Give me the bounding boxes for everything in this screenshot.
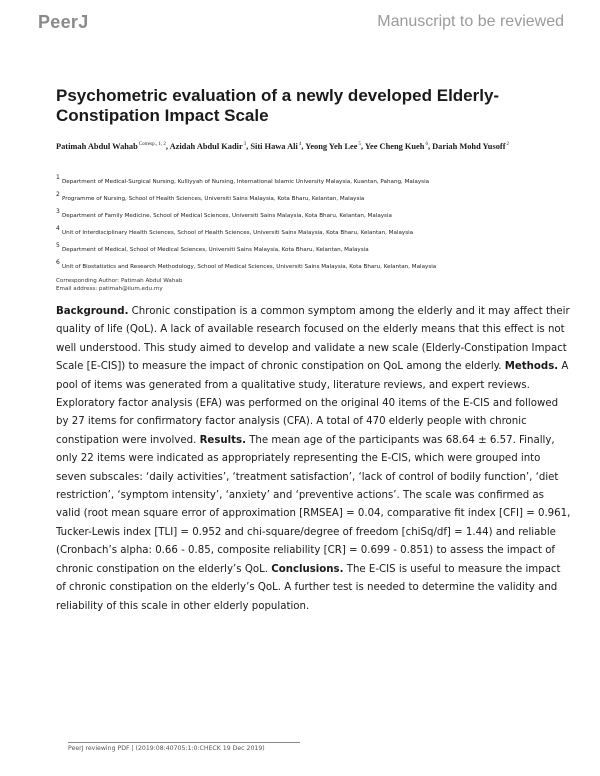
author-name: Dariah Mohd Yusoff	[432, 142, 506, 151]
abstract	[56, 303, 571, 616]
author-name: Siti Hawa Ali	[250, 142, 298, 151]
affiliation-text: Department of Medical, School of Medical Sciences, Universiti Sains Malaysia, Kota Bharu, Kelantan, Malaysia	[62, 247, 369, 253]
peerj-logo: PeerJ	[38, 12, 89, 32]
correspondence	[56, 277, 182, 293]
abstract-methods-label: Methods.	[504, 361, 559, 373]
author-affiliation-ref: 4	[298, 142, 302, 147]
author-affiliation-ref: 2	[506, 142, 509, 147]
paper-title: Psychometric evaluation of a newly developed Elderly-Constipation Impact Scale	[56, 86, 500, 125]
abstract-conclusions-label: Conclusions.	[271, 563, 344, 575]
author-name: Yeong Yeh Lee	[305, 142, 358, 151]
affiliation-number: 5	[56, 242, 60, 249]
affiliation-number: 2	[56, 191, 60, 198]
abstract-results-label: Results.	[199, 434, 246, 446]
affiliation-text: Unit of Biostatistics and Research Methodology, School of Medical Sciences, Universiti Sains Malaysia, Kota Bharu, Kelantan, Malaysia	[62, 264, 437, 270]
abstract-background-label: Background.	[56, 306, 129, 317]
author-affiliation-ref: 3	[243, 142, 247, 147]
affiliation-number: 1	[56, 174, 60, 181]
abstract-conclusions-text: The E-CIS is useful to measure the impact of chronic constipation on the elderly’s QoL. A further test is needed to determine the validity and reliability of this scale in other elderly population.	[56, 563, 561, 612]
author-list: Patimah Abdul Wahab$^{Corresp., 1, 2}$, Azidah Abdul Kadir$^3$, Siti Hawa Ali$^4$, Yeong Yeh Lee$^5$, Yee Cheng Kueh$^6$, Dariah Mohd Yusoff$^2$	[56, 142, 509, 151]
affiliation-item	[56, 174, 576, 191]
author-name: Patimah Abdul Wahab	[56, 142, 138, 151]
affiliation-number: 6	[56, 259, 60, 266]
affiliation-text: Programme of Nursing, School of Health Sciences, Universiti Sains Malaysia, Kota Bharu, Kelantan, Malaysia	[62, 196, 365, 202]
affiliation-text: Department of Family Medicine, School of Medical Sciences, Universiti Sains Malaysia, Kota Bharu, Kelantan, Malaysia	[62, 213, 392, 219]
affiliation-item	[56, 242, 576, 259]
author-affiliation-ref: 5	[358, 142, 361, 147]
page-footer: PeerJ reviewing PDF | (2019:08:40705:1:0:CHECK 19 Dec 2019)	[68, 742, 300, 752]
review-status: Manuscript to be reviewed	[377, 13, 564, 30]
author-name: Azidah Abdul Kadir	[169, 142, 243, 151]
affiliation-list	[56, 174, 576, 276]
abstract-methods-text: A pool of items was generated from a qualitative study, literature reviews, and expert reviews. Exploratory factor analysis (EFA) was performed on the original 40 items of the E-CIS and followed by 27 items for confirmatory factor analysis (CFA). A total of 470 elderly people with chronic constipation were involved.	[56, 361, 569, 446]
abstract-background-text: Chronic constipation is a common symptom among the elderly and it may affect their quality of life (QoL). A lack of available research focused on the elderly means that this effect is not well understood. This study aimed to develop and validate a new scale (Elderly-Constipation Impact Scale [E-CIS]) to measure the impact of chronic constipation on QoL among the elderly.	[56, 306, 570, 373]
corresponding-email: Email address: patimah@iium.edu.my	[56, 286, 163, 292]
affiliation-item	[56, 191, 576, 208]
affiliation-number: 3	[56, 208, 60, 215]
abstract-results-text: The mean age of the participants was 68.64 ± 6.57. Finally, only 22 items were indicated as appropriately representing the E-CIS, which were grouped into seven subscales: ‘daily activities’, ‘treatment satisfaction’, ‘lack of control of bodily function’, ‘diet restriction’, ‘symptom intensity’, ‘anxiety’ and ‘preventive actions’. The scale was confirmed as valid (root mean square error of approximation [RMSEA] = 0.04, comparative fit index [CFI] = 0.961, Tucker-Lewis index [TLI] = 0.952 and chi-square/degree of freedom [chiSq/df] = 1.44) and reliable (Cronbach’s alpha: 0.66 - 0.85, composite reliability [CR] = 0.699 - 0.851) to assess the impact of chronic constipation on the elderly’s QoL.	[56, 434, 571, 575]
affiliation-item	[56, 225, 576, 242]
author-affiliation-ref: Corresp., 1, 2	[138, 142, 166, 147]
author-affiliation-ref: 6	[425, 142, 428, 147]
author-name: Yee Cheng Kueh	[364, 142, 425, 151]
corresponding-author: Corresponding Author: Patimah Abdul Wahab	[56, 278, 183, 284]
affiliation-text: Department of Medical-Surgical Nursing, Kulliyyah of Nursing, International Islamic University Malaysia, Kuantan, Pahang, Malaysia	[62, 179, 430, 185]
affiliation-item	[56, 208, 576, 225]
affiliation-number: 4	[56, 225, 60, 232]
affiliation-item	[56, 259, 576, 276]
affiliation-text: Unit of Interdisciplinary Health Sciences, School of Health Sciences, Universiti Sains Malaysia, Kota Bharu, Kelantan, Malaysia	[62, 230, 414, 236]
